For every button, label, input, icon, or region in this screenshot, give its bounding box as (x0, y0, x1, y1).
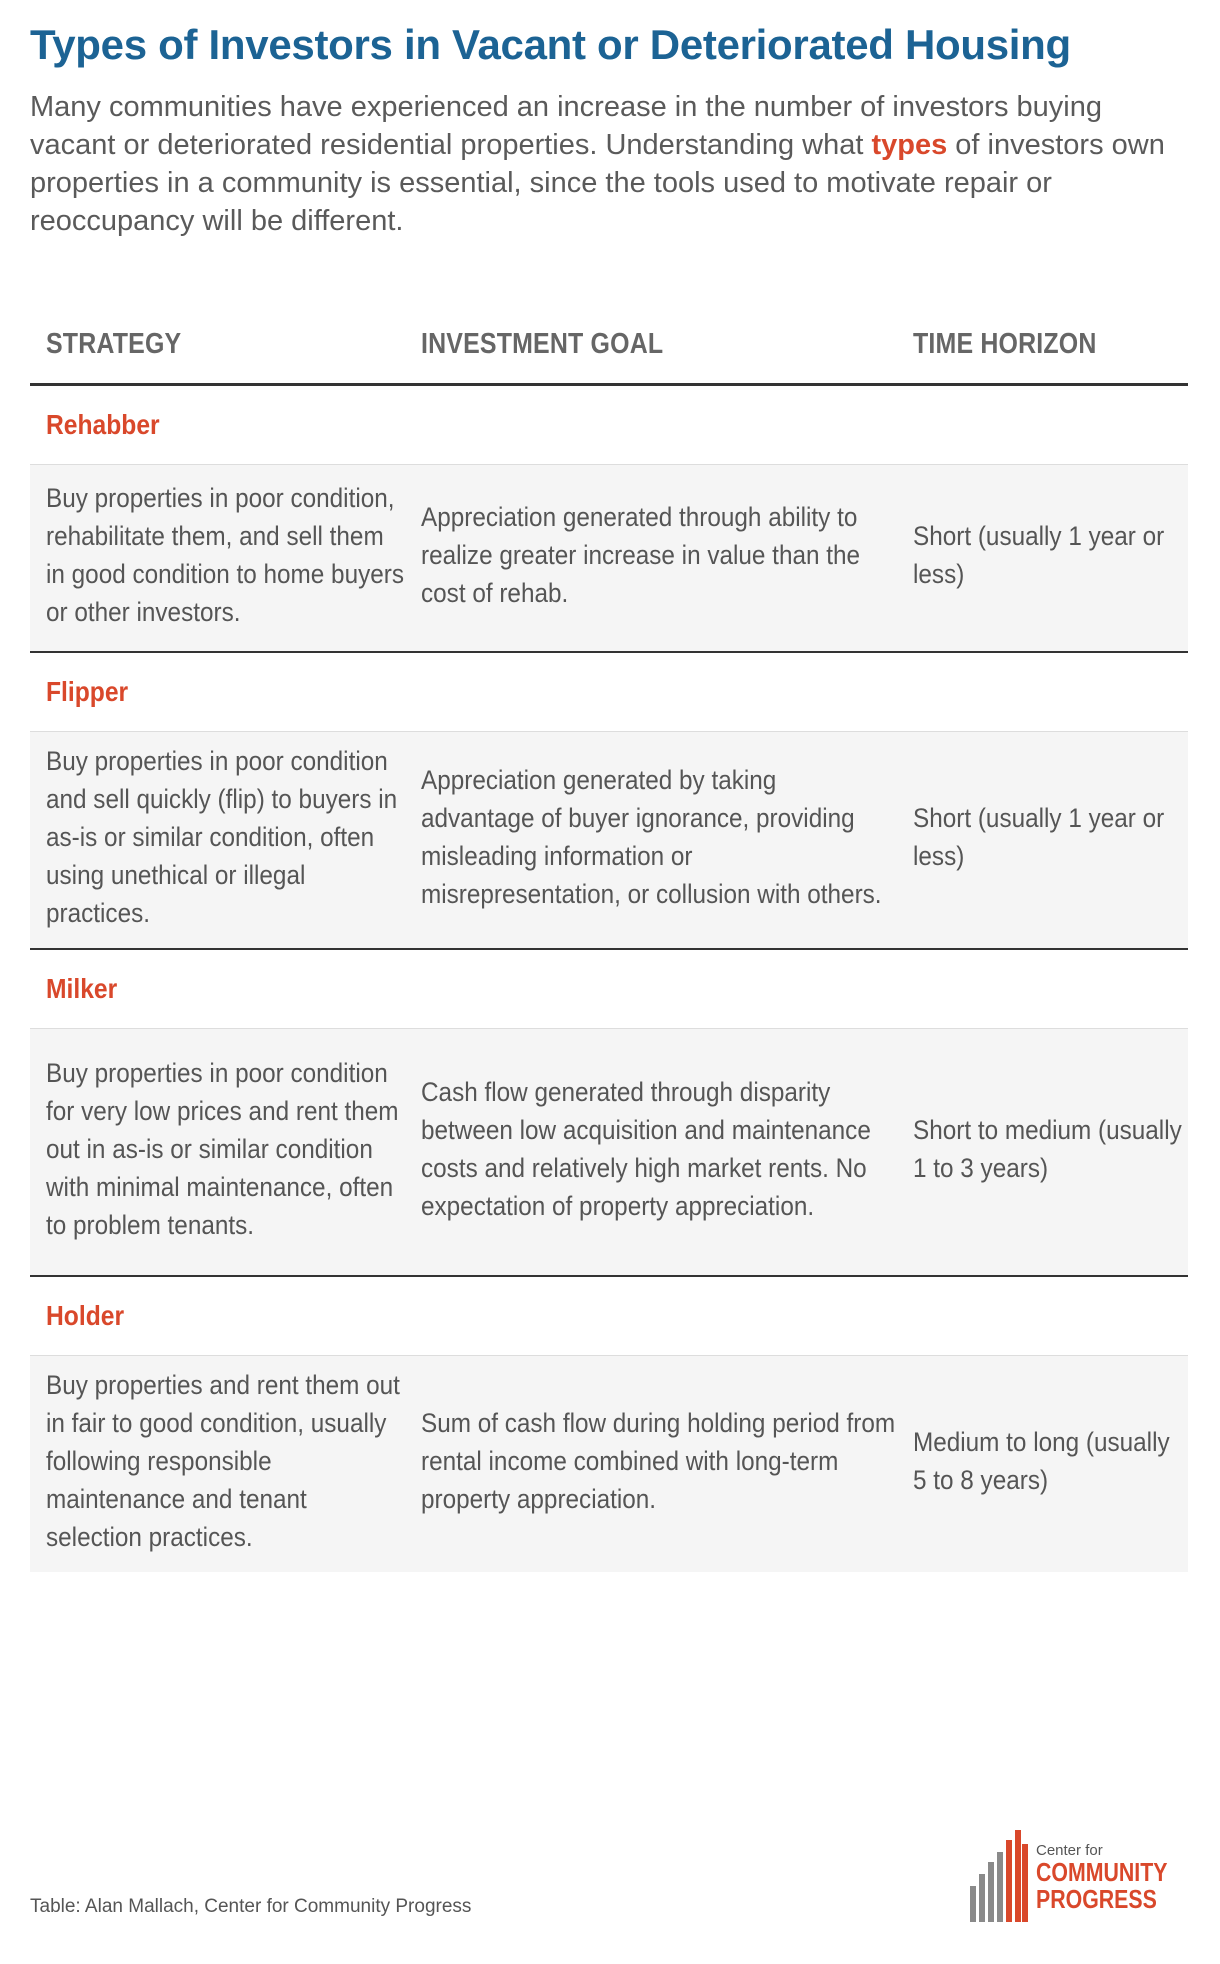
row-title: Milker (30, 950, 1188, 1029)
page-title: Types of Investors in Vacant or Deteriorated Housing (30, 21, 1071, 68)
intro-text-before: Many communities have experienced an increase in the number of investors buying vacant or deteriorated residential properties. Understanding what (30, 91, 1102, 162)
table-group-holder (30, 1277, 1188, 1572)
strategy-cell: Buy properties in poor condition, rehabilitate them, and sell them in good condition to home buyers or other investors. (46, 483, 404, 627)
goal-cell: Appreciation generated through ability to realize greater increase in value than the cost of rehab. (421, 502, 861, 608)
horizon-cell: Medium to long (usually 5 to 8 years) (913, 1427, 1170, 1495)
header-cell-goal: INVESTMENT GOAL (421, 327, 664, 360)
logo-line-1: Center for (1036, 1842, 1103, 1859)
strategy-cell: Buy properties in poor condition and sell quickly (flip) to buyers in as-is or similar condition, often using unethical or illegal practices. (46, 746, 398, 928)
goal-cell: Sum of cash flow during holding period from rental income combined with long-term property appreciation. (421, 1408, 896, 1514)
table-group-rehabber (30, 386, 1188, 653)
row-title: Rehabber (30, 386, 1188, 465)
logo-line-2: COMMUNITY (1036, 1857, 1168, 1887)
city-bars-icon (970, 1830, 1028, 1922)
row-title: Flipper (30, 653, 1188, 732)
table-group-milker (30, 950, 1188, 1277)
intro-highlight: types (871, 129, 948, 162)
header-cell-strategy: STRATEGY (46, 327, 182, 360)
table-row (30, 1029, 1188, 1275)
goal-cell: Appreciation generated by taking advantage of buyer ignorance, providing misleading information or misrepresentation, or collusion with others. (421, 765, 882, 909)
horizon-cell: Short to medium (usually 1 to 3 years) (913, 1115, 1182, 1183)
header-cell-horizon: TIME HORIZON (913, 327, 1097, 360)
logo-line-3: PROGRESS (1036, 1884, 1157, 1914)
table-row (30, 732, 1188, 948)
investor-types-table (30, 305, 1188, 1572)
horizon-cell: Short (usually 1 year or less) (913, 803, 1165, 871)
strategy-cell: Buy properties and rent them out in fair to good condition, usually following responsible maintenance and tenant selection practices. (46, 1370, 400, 1552)
intro-text-after: of investors own properties in a community is essential, since the tools used to motivate repair or reoccupancy will be different. (30, 129, 1165, 238)
intro-paragraph (30, 88, 1180, 240)
horizon-cell: Short (usually 1 year or less) (913, 521, 1165, 589)
header (30, 20, 1188, 240)
table-row (30, 465, 1188, 651)
table-row (30, 1356, 1188, 1572)
logo-wordmark (1036, 1842, 1196, 1913)
source-note: Table: Alan Mallach, Center for Community Progress (30, 1896, 472, 1917)
table-header (30, 305, 1188, 386)
strategy-cell: Buy properties in poor condition for very low prices and rent them out in as-is or similar condition with minimal maintenance, often to problem tenants. (46, 1058, 399, 1240)
row-title: Holder (30, 1277, 1188, 1356)
center-for-community-progress-logo (970, 1830, 1190, 1930)
goal-cell: Cash flow generated through disparity between low acquisition and maintenance costs and relatively high market rents. No expectation of property appreciation. (421, 1077, 871, 1221)
table-group-flipper (30, 653, 1188, 950)
